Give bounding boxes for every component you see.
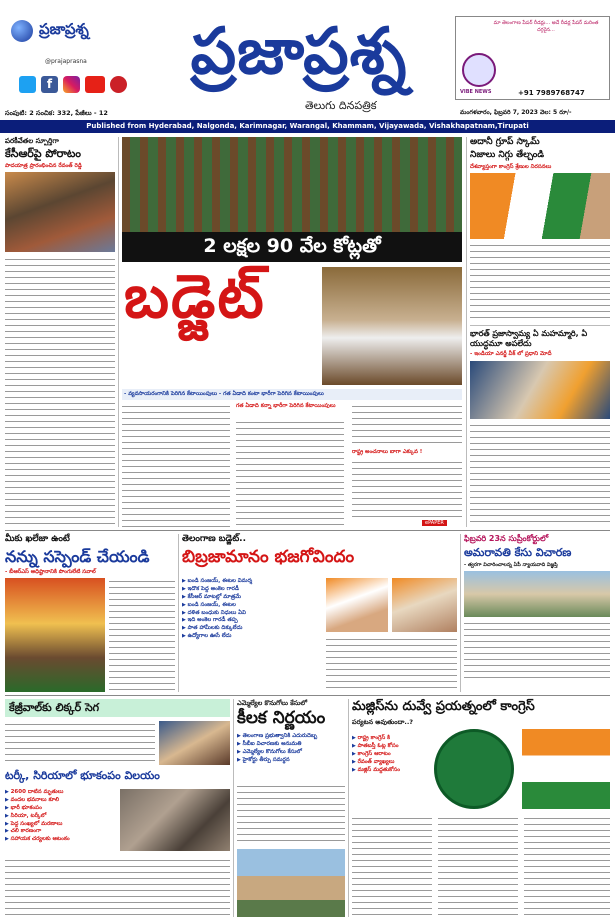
lead-body-col3a bbox=[352, 403, 462, 447]
mid-left-body bbox=[109, 578, 175, 692]
list-item: ▶ ఇది అంకెల గారడీ తప్ప bbox=[182, 617, 322, 624]
congress-logo bbox=[522, 729, 610, 809]
modi-photo bbox=[470, 361, 610, 419]
lead-body-col2 bbox=[236, 419, 344, 527]
list-item: ▶ వందల భవనాలు కూలి bbox=[5, 797, 115, 804]
twitter-icon[interactable] bbox=[19, 76, 36, 93]
right-mid-story bbox=[470, 329, 610, 527]
right-top-kicker: అదానీ గ్రూప్ స్కామ్ bbox=[470, 137, 540, 147]
masthead bbox=[0, 0, 615, 120]
ad-brand: VIBE NEWS bbox=[460, 89, 492, 95]
protest-photo bbox=[470, 173, 610, 239]
globe-icon bbox=[11, 20, 33, 42]
low-center-headline: కీలక నిర్ణయం bbox=[237, 708, 326, 729]
sanjay-photo bbox=[326, 578, 388, 632]
small-logo-text: ప్రజాప్రశ్న bbox=[39, 20, 89, 38]
low-left-headline: కేజ్రీవాల్‌కు లిక్కర్ సెగ bbox=[9, 701, 100, 714]
right-mid-body bbox=[470, 422, 610, 522]
vibe-logo bbox=[462, 53, 496, 87]
list-item: ▶ కాంగ్రెస్ ఆరాటం bbox=[352, 751, 430, 758]
eq-headline: టర్కీ, సిరియాలో భూకంపం విలయం bbox=[5, 769, 160, 782]
list-item: ▶ పాత హామీలకు దిక్కులేదు bbox=[182, 625, 322, 632]
youtube-icon[interactable] bbox=[85, 76, 105, 93]
list-item: ▶ సిరియా, టర్కీలో bbox=[5, 813, 115, 820]
low-center-bullets bbox=[237, 733, 345, 764]
list-item: ▶ పెద్ద సంఖ్యలో మరణాలు bbox=[5, 821, 115, 828]
list-item: ▶ మజ్లిస్ మద్దతుకోసం bbox=[352, 767, 430, 774]
list-item: ▶ కేసీఆర్ మాటల్లో మాత్రమే bbox=[182, 594, 322, 601]
low-right-story bbox=[352, 699, 610, 917]
date-text: మంగళవారం, ఫిబ్రవరి 7, 2023 వెల: 5 రూ/- bbox=[460, 109, 572, 116]
social-icons bbox=[19, 76, 127, 93]
kejriwal-body bbox=[5, 721, 155, 765]
pinterest-icon[interactable] bbox=[110, 76, 127, 93]
high-court-photo bbox=[237, 849, 345, 917]
list-item: ▶ ఎమ్మెల్యేల కొనుగోలు కేసులో bbox=[237, 749, 345, 756]
ponguleti-photo bbox=[5, 578, 105, 692]
mid-right-headline: అమరావతి కేసు విచారణ bbox=[464, 546, 572, 559]
lead-headline: బడ్జెట్ bbox=[124, 262, 266, 332]
right-mid-deck: - ఇండియా ఎనర్జీ వీక్ లో ప్రధాని మోదీ bbox=[470, 351, 552, 357]
ad-box bbox=[455, 16, 610, 100]
list-item: ▶ పాతబస్తీ ఓట్ల కోసం bbox=[352, 743, 430, 750]
lead-banner bbox=[122, 232, 462, 262]
right-top-body bbox=[470, 242, 610, 320]
lead-epaper-tag[interactable]: ePAPER bbox=[422, 520, 447, 526]
left-top-headline: కేసీఆర్‌పై పోరాటం bbox=[5, 146, 81, 160]
facebook-icon[interactable]: f bbox=[41, 76, 58, 93]
editions-bar: Published from Hyderabad, Nalgonda, Karimnagar, Warangal, Khammam, Vijayawada, Vishakhapatnam,Tirupati bbox=[0, 120, 615, 133]
mid-center-kicker: తెలంగాణ బడ్జెట్.. bbox=[182, 534, 246, 544]
list-item: ▶ భారీ భూకంపం bbox=[5, 805, 115, 812]
list-item: ▶ హైకోర్టు తీర్పు సమర్థన bbox=[237, 757, 345, 764]
kejriwal-banner bbox=[5, 699, 230, 717]
ad-text: మా తెలంగాణ పేపర్ రీడర్లు... అదే రీడర్ల పేపర్ మరింత దగ్గరైన... bbox=[493, 20, 599, 33]
supreme-court-photo bbox=[464, 571, 610, 617]
mid-left-deck: - బీఆర్ఎస్ అధిష్టానానికి పొంగులేటి సవాల్ bbox=[5, 569, 96, 576]
list-item: ▶ సీబీఐ విచారణకు అనుమతి bbox=[237, 741, 345, 748]
list-item: ▶ ఉద్యోగాల ఊసే లేదు bbox=[182, 633, 322, 640]
mid-right-kicker: ఫిబ్రవరి 23న సుప్రీంకోర్టులో bbox=[464, 534, 549, 543]
list-item: ▶ ఇదొక పెద్ద అంకెల గారడీ bbox=[182, 586, 322, 593]
mid-center-bullets bbox=[182, 578, 322, 641]
masthead-subtitle: తెలుగు దినపత్రిక bbox=[305, 99, 377, 112]
low-right-headline: మజ్లిస్‌ను దువ్వే ప్రయత్నంలో కాంగ్రెస్ bbox=[352, 699, 535, 714]
right-mid-headline: భారత్ ప్రజాస్వామ్య ఏ మహమ్మారి, ఏ యుద్ధమూ అపలేదు bbox=[470, 329, 588, 348]
mid-center-story bbox=[182, 534, 457, 692]
low-right-kicker: పర్యటన అవుతుందా..? bbox=[352, 718, 414, 727]
aimim-logo bbox=[434, 729, 514, 809]
ad-phone: +91 7989768747 bbox=[518, 89, 585, 97]
mid-right-deck: - త్వరగా విచారించాలన్న ఏపీ న్యాయవాది విజ్ఞప్తి bbox=[464, 561, 558, 568]
handle-text: @prajaprasna bbox=[45, 58, 87, 65]
list-item: ▶ బండి సంజయ్, ఈటల bbox=[182, 602, 322, 609]
minister-photo bbox=[322, 267, 462, 385]
low-right-body-3 bbox=[524, 815, 610, 917]
mid-left-headline: నన్ను సస్పెండ్ చేయండి bbox=[5, 547, 150, 567]
lead-subhead-2: రాష్ట్ర అంచనాలు బాగా ఎక్కువ ! bbox=[352, 449, 423, 455]
list-item: ▶ తెలంగాణ ప్రభుత్వానికి ఎదురుదెబ్బ bbox=[237, 733, 345, 740]
earthquake-photo bbox=[120, 789, 230, 851]
lead-caption: - వ్యవసాయరంగానికి పెరిగిన కేటాయింపులు - గత ఏడాది కంటా భారీగా పెరిగిన కేటాయింపులు bbox=[122, 389, 462, 400]
list-item: ▶ చలి కారణంగా bbox=[5, 828, 115, 835]
list-item: ▶ బండి సంజయ్, ఈటల విమర్శ bbox=[182, 578, 322, 585]
list-item: ▶ సహాయక చర్యలకు ఆటంకం bbox=[5, 836, 115, 843]
rally-photo bbox=[5, 172, 115, 252]
low-left-story bbox=[5, 699, 230, 917]
right-top-story bbox=[470, 137, 610, 322]
mid-center-headline: బిబ్రజామానం భజగోవిందం bbox=[182, 547, 355, 568]
edition-text: సంపుటి: 2 సంచిక: 332, పేజీలు - 12 bbox=[5, 109, 108, 117]
left-top-kicker: పరకీవేతల స్పూర్తిగా bbox=[5, 137, 59, 145]
low-center-story bbox=[237, 699, 345, 917]
mid-right-body bbox=[464, 620, 610, 678]
eq-bullets bbox=[5, 789, 115, 844]
masthead-title: ప్రజాప్రశ్న bbox=[190, 15, 408, 89]
list-item: ▶ 2600 దాటిన మృతులు bbox=[5, 789, 115, 796]
eq-body bbox=[5, 857, 230, 917]
list-item: ▶ రాష్ట్ర కాంగ్రెస్ కి bbox=[352, 735, 430, 742]
mid-left-kicker: మీకు ఖలేజా ఉంటే bbox=[5, 534, 70, 544]
lead-story bbox=[122, 137, 462, 527]
lead-body-col3b bbox=[352, 459, 462, 519]
list-item: ▶ రేవంత్ వ్యాఖ్యలు bbox=[352, 759, 430, 766]
assembly-photo bbox=[122, 137, 462, 237]
low-center-body bbox=[237, 783, 345, 845]
mid-right-story bbox=[464, 534, 610, 692]
small-logo-box bbox=[5, 16, 137, 118]
etela-photo bbox=[392, 578, 457, 632]
low-center-kicker: ఎమ్మెల్యేల కొనుగోలు కేసులో bbox=[237, 699, 308, 707]
right-top-deck: దేశవ్యాప్తంగా కాంగ్రెస్ శ్రేణుల నిరసనలు bbox=[470, 163, 552, 170]
low-right-body-1 bbox=[352, 815, 432, 917]
list-item: ▶ దళిత బంధుకు నిధులు ఏవి bbox=[182, 610, 322, 617]
left-top-story bbox=[5, 137, 115, 527]
kejriwal-photo bbox=[159, 721, 230, 765]
left-top-deck: పాదయాత్ర ప్రారంభించిన రేవంత్ రెడ్డి bbox=[5, 162, 82, 169]
low-right-bullets bbox=[352, 735, 430, 774]
instagram-icon[interactable] bbox=[63, 76, 80, 93]
lead-banner-text: 2 లక్షల 90 వేల కోట్లతో bbox=[203, 235, 381, 258]
mid-left-story bbox=[5, 534, 175, 692]
lead-body-col1 bbox=[122, 403, 230, 527]
left-top-body bbox=[5, 256, 115, 524]
mid-center-body bbox=[326, 636, 457, 692]
right-top-headline: నిజాలు నిగ్గు తేల్చండి bbox=[470, 150, 545, 161]
lead-subhead-1: గత ఏడాది కన్నా భారీగా పెరిగిన కేటాయింపులు bbox=[236, 403, 336, 409]
low-right-body-2 bbox=[438, 815, 518, 917]
